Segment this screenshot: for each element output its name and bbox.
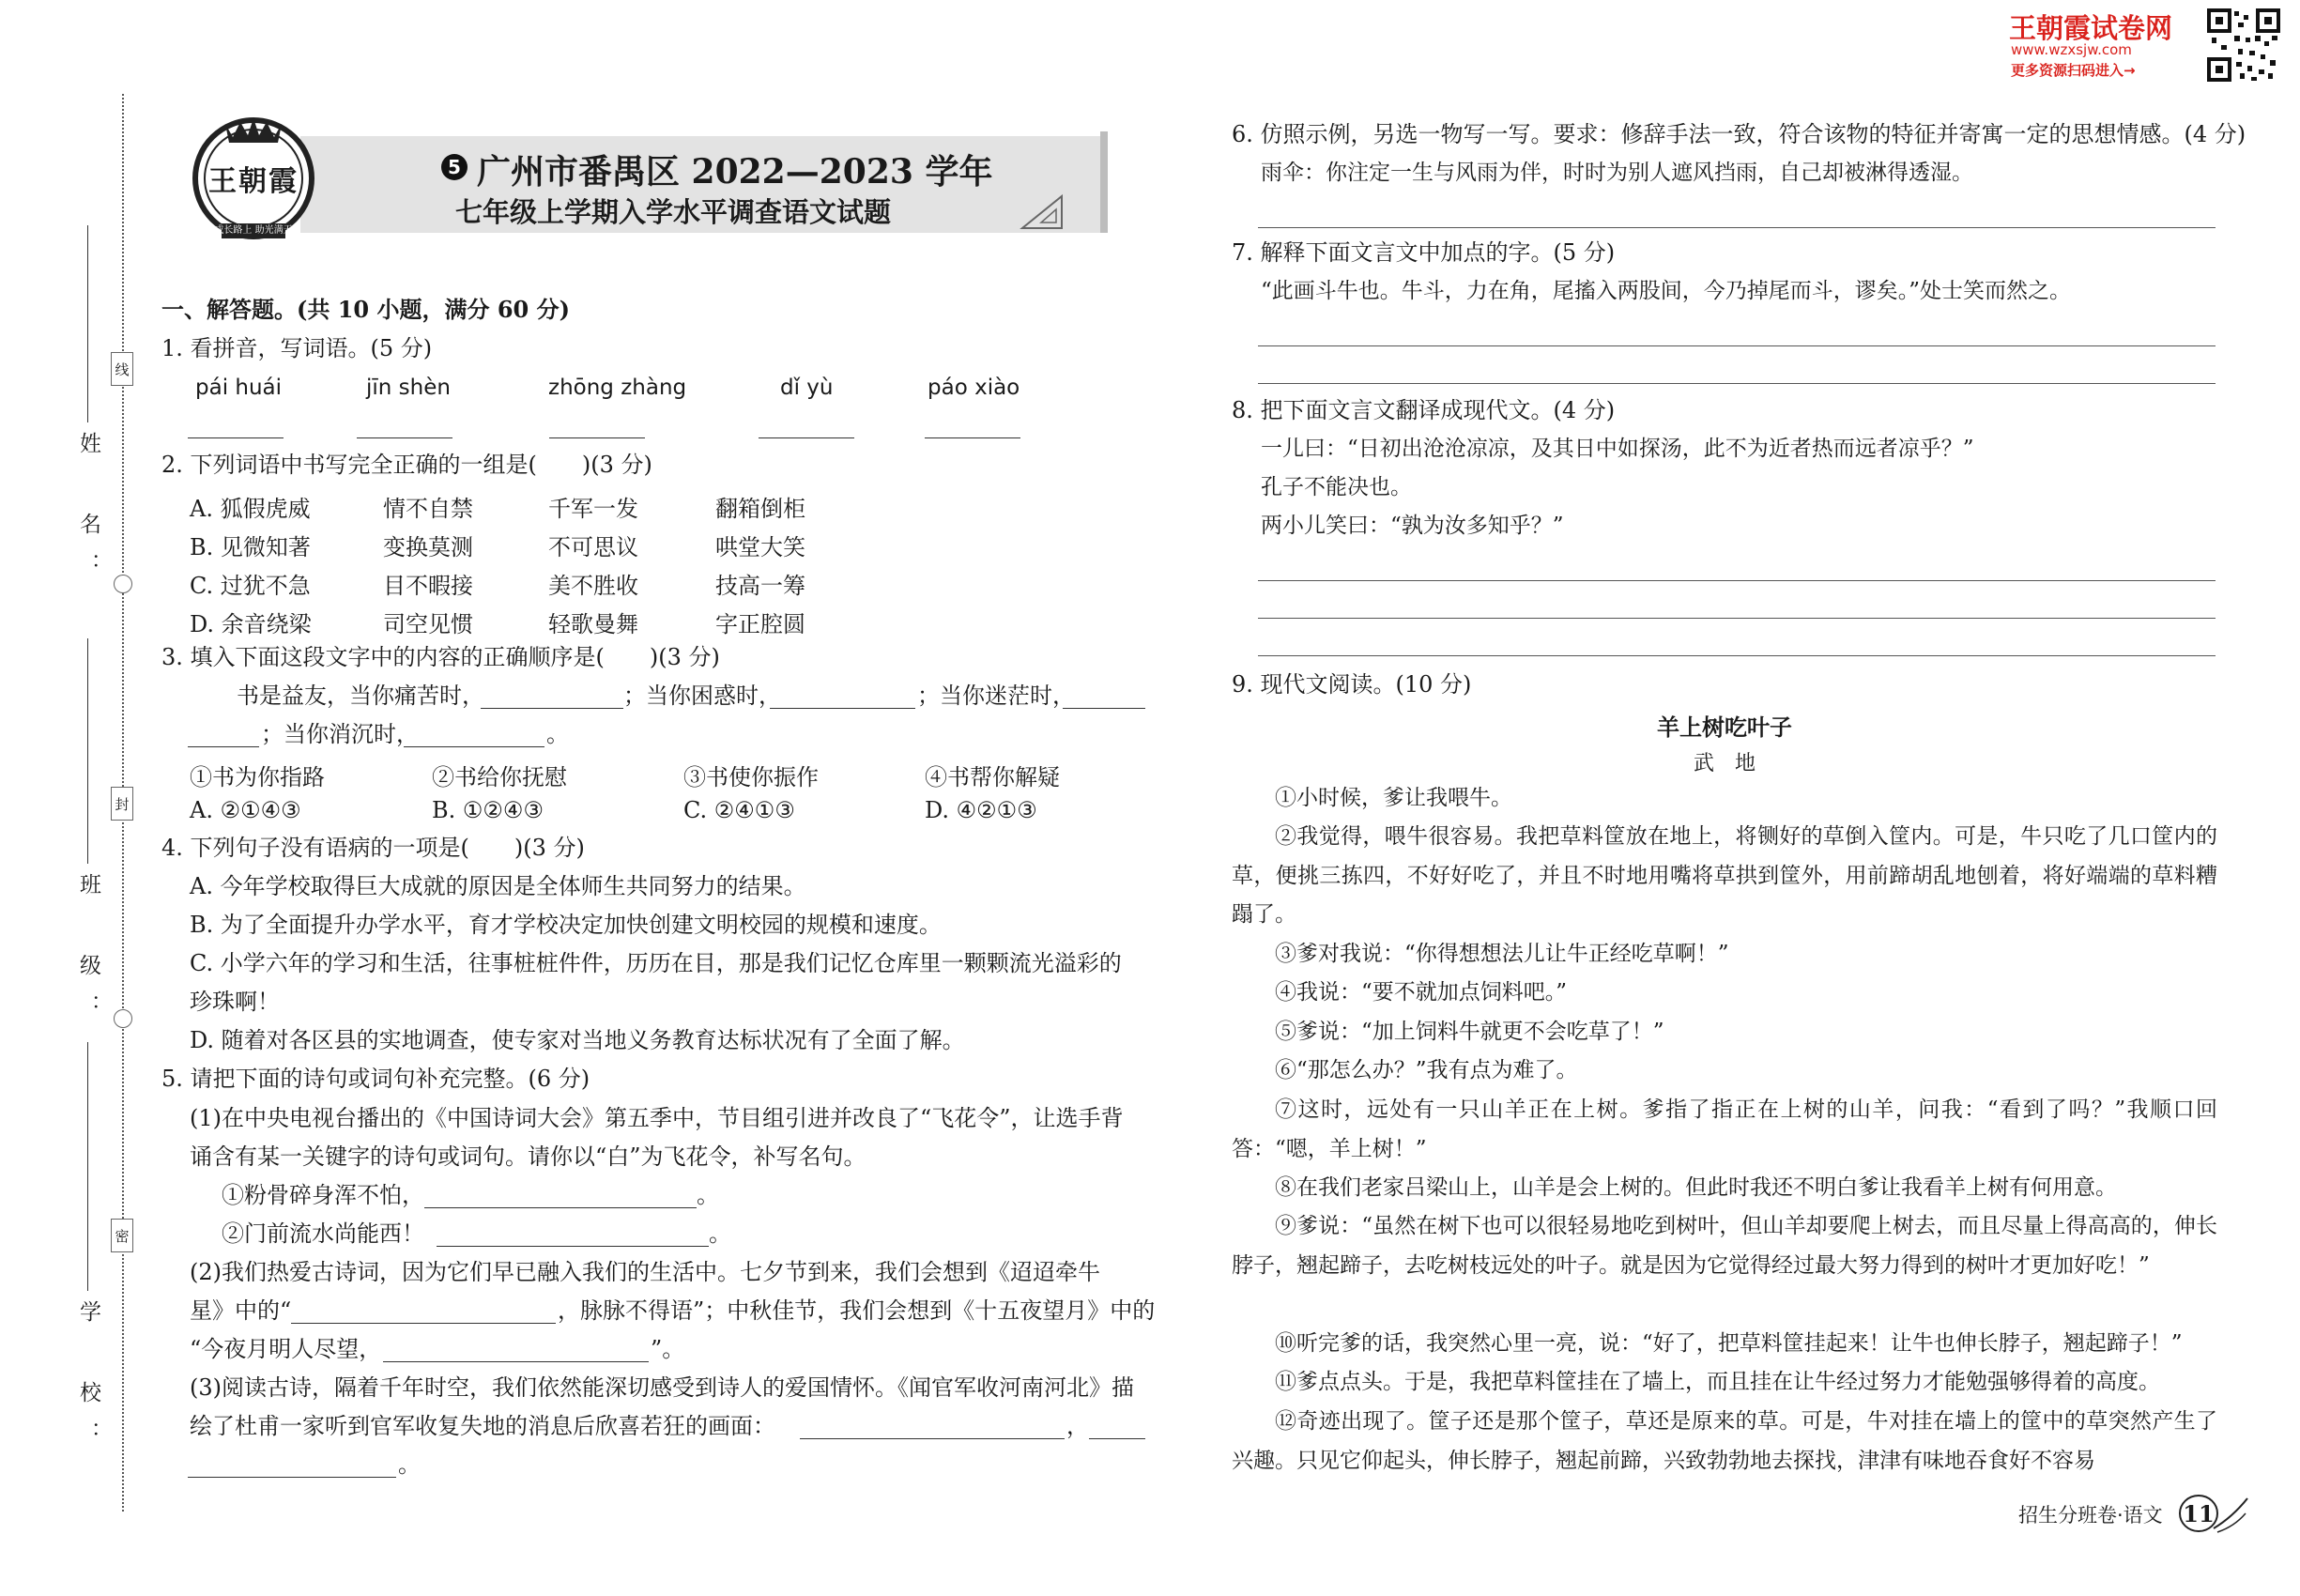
q4-option-a: A. 今年学校取得巨大成就的原因是全体师生共同努力的结果。 <box>190 873 806 899</box>
q5-blank[interactable] <box>383 1361 649 1362</box>
school-label: 学 校： <box>76 1300 100 1462</box>
q3-answer: B. ①②④③ <box>432 797 544 823</box>
q7-answer-line[interactable] <box>1258 383 2216 384</box>
q2-option: 美不胜收 <box>548 573 638 599</box>
q5-blank[interactable] <box>188 1477 396 1478</box>
q2-option: 情不自禁 <box>383 496 473 522</box>
page-number: 11 <box>2183 1500 2215 1527</box>
q5-end: 。 <box>398 1451 421 1478</box>
article-paragraph: ⑨爹说：“虽然在树下也可以很轻易地吃到树叶，但山羊却要爬上树去，而且尽量上得高高的，伸长脖子，翘起蹄子，去吃树枝远处的叶子。就是因为它觉得经过最大努力得到的树叶才更加好吃！” <box>1232 1214 2217 1278</box>
binding-mark-seal: 封 <box>111 787 133 821</box>
article-title: 羊上树吃叶子 <box>1657 714 1792 741</box>
q2-option: 翻箱倒柜 <box>715 496 805 522</box>
page-subtitle: 七年级上学期入学水平调查语文试题 <box>455 196 892 228</box>
page-title: 广州市番禺区 2022—2023 学年 <box>477 152 993 192</box>
q3-choice: ④书帮你解疑 <box>925 764 1060 790</box>
q5-part2-line2-b: ，脉脉不得语”；中秋佳节，我们会想到《十五夜望月》中的 <box>558 1297 1156 1324</box>
publisher-url[interactable]: www.wzxsjw.com <box>2011 41 2132 58</box>
q1-title: 1. 看拼音，写词语。(5 分) <box>161 335 433 361</box>
article-paragraph: ⑫奇迹出现了。筐子还是那个筐子，草还是原来的草。可是，牛对挂在墙上的筐中的草突然产生了兴趣。只见它仰起头，伸长脖子，翘起前蹄，兴致勃勃地去探找，津津有味地吞食好不容易 <box>1232 1409 2217 1473</box>
q9-title: 9. 现代文阅读。(10 分) <box>1232 671 1472 698</box>
q3-blank[interactable] <box>188 746 259 747</box>
q5-part3: (3)阅读古诗，隔着千年时空，我们依然能深切感受到诗人的爱国情怀。《闻官军收河南河北》描 <box>190 1374 1134 1401</box>
class-label: 班 级： <box>76 873 100 1035</box>
q1-answer-blank[interactable] <box>357 437 452 438</box>
q3-text: ；当你困惑时， <box>623 683 781 709</box>
q1-answer-blank[interactable] <box>549 437 645 438</box>
binding-mark-line: 线 <box>111 352 133 386</box>
q3-choice: ①书为你指路 <box>190 764 325 790</box>
q8-line1: 一儿曰：“日初出沧沧凉凉，及其日中如探汤，此不为近者热而远者凉乎？” <box>1261 437 1974 461</box>
q2-option: 变换莫测 <box>383 534 473 560</box>
q8-line3: 两小儿笑曰：“孰为汝多知乎？” <box>1261 514 1564 538</box>
q5-part2-line2-a: 星》中的“ <box>190 1297 292 1324</box>
name-label: 姓 名： <box>76 432 100 593</box>
q5-comma: ， <box>1066 1413 1089 1439</box>
name-field[interactable] <box>87 225 88 422</box>
q5-end: 。 <box>709 1220 731 1247</box>
q2-option: D. 余音绕梁 <box>190 611 312 637</box>
q7-title: 7. 解释下面文言文中加点的字。(5 分) <box>1232 239 1616 266</box>
q5-blank[interactable] <box>437 1246 709 1247</box>
q3-blank[interactable] <box>481 708 623 709</box>
q4-option-c-cont: 珍珠啊！ <box>190 989 280 1015</box>
article-paragraph: ⑤爹说：“加上饲料牛就更不会吃草了！” <box>1275 1020 1664 1044</box>
q7-text: “此画斗牛也。牛斗，力在角，尾搐入两股间，今乃掉尾而斗，谬矣。”处士笑而然之。 <box>1261 279 2072 303</box>
q2-option: 不可思议 <box>548 534 638 560</box>
q5-blank[interactable] <box>1089 1438 1145 1439</box>
q5-item1: ①粉骨碎身浑不怕， <box>222 1182 424 1208</box>
binding-mark-secret: 密 <box>111 1219 133 1252</box>
q3-choice: ②书给你抚慰 <box>432 764 567 790</box>
q3-text: ；当你迷茫时， <box>917 683 1075 709</box>
article-paragraph: ⑧在我们老家吕梁山上，山羊是会上树的。但此时我还不明白爹让我看羊上树有何用意。 <box>1275 1175 2117 1200</box>
test-number: 5 <box>448 156 461 178</box>
q3-answer: A. ②①④③ <box>190 797 301 823</box>
q3-answer: D. ④②①③ <box>925 797 1037 823</box>
q3-text: 。 <box>546 721 569 747</box>
publisher-brand <box>2009 8 2197 81</box>
q3-blank[interactable] <box>404 746 544 747</box>
q8-answer-line[interactable] <box>1258 655 2216 656</box>
q7-answer-line[interactable] <box>1258 345 2216 346</box>
q2-option: C. 过犹不急 <box>190 573 311 599</box>
q2-option: A. 狐假虎威 <box>190 496 311 522</box>
q3-title: 3. 填入下面这段文字中的内容的正确顺序是( )(3 分) <box>161 644 720 670</box>
article-paragraph: ⑦这时，远处有一只山羊正在上树。爹指了指正在上树的山羊，问我：“看到了吗？”我顺口回答：“嗯，羊上树！” <box>1232 1097 2217 1161</box>
q4-option-b: B. 为了全面提升办学水平，育才学校决定加快创建文明校园的规模和速度。 <box>190 912 942 938</box>
q6-answer-line[interactable] <box>1258 227 2216 228</box>
q5-end: 。 <box>697 1182 719 1208</box>
q1-pinyin-1: pái huái <box>195 376 283 400</box>
q2-option: 哄堂大笑 <box>715 534 805 560</box>
q1-answer-blank[interactable] <box>188 437 284 438</box>
q3-answer: C. ②④①③ <box>683 797 795 823</box>
section-title: 一、解答题。(共 10 小题，满分 60 分) <box>161 296 570 323</box>
q6-example: 雨伞：你注定一生与风雨为伴，时时为别人遮风挡雨，自己却被淋得透湿。 <box>1261 161 1973 185</box>
logo-tagline: 成长路上 助光满天 <box>214 225 293 236</box>
q2-option: 目不暇接 <box>383 573 473 599</box>
class-field[interactable] <box>87 638 88 864</box>
ruler-triangle-icon <box>1019 192 1066 232</box>
q1-pinyin-5: páo xiào <box>928 376 1020 400</box>
q2-option: 字正腔圆 <box>715 611 805 637</box>
q3-blank[interactable] <box>1063 708 1145 709</box>
q5-part1: (1)在中央电视台播出的《中国诗词大会》第五季中，节目组引进并改良了“飞花令”，让选手背 <box>190 1105 1124 1131</box>
article-paragraph: ⑩听完爹的话，我突然心里一亮，说：“好了，把草料筐挂起来！让牛也伸长脖子，翘起蹄子！” <box>1275 1331 2183 1356</box>
q4-option-d: D. 随着对各区县的实地调查，使专家对当地义务教育达标状况有了全面了解。 <box>190 1027 965 1053</box>
q3-line1: 书是益友，当你痛苦时， <box>237 683 484 709</box>
publisher-tagline: 更多资源扫码进入→ <box>2011 62 2136 79</box>
q1-pinyin-2: jīn shèn <box>366 376 451 400</box>
qr-code-icon[interactable] <box>2206 8 2281 83</box>
q2-title: 2. 下列词语中书写完全正确的一组是( )(3 分) <box>161 452 652 478</box>
q5-blank[interactable] <box>800 1438 1065 1439</box>
binding-hole <box>114 1009 132 1028</box>
article-paragraph: ①小时候，爹让我喂牛。 <box>1275 786 1512 810</box>
publisher-name: 王朝霞试卷网 <box>2009 12 2173 44</box>
q2-option: 司空见惯 <box>383 611 473 637</box>
q1-pinyin-4: dǐ yù <box>780 376 834 400</box>
article-paragraph: ⑪爹点点头。于是，我把草料筐挂在了墙上，而且挂在让牛经过努力才能勉强够得着的高度。 <box>1275 1370 2160 1394</box>
q4-title: 4. 下列句子没有语病的一项是( )(3 分) <box>161 835 585 861</box>
q5-part2: (2)我们热爱古诗词，因为它们早已融入我们的生活中。七夕节到来，我们会想到《迢迢牵牛 <box>190 1259 1100 1285</box>
q1-answer-blank[interactable] <box>759 437 854 438</box>
q5-title: 5. 请把下面的诗句或词句补充完整。(6 分) <box>161 1066 590 1092</box>
q5-item2: ②门前流水尚能西！ <box>222 1220 424 1247</box>
article-paragraph: ③爹对我说：“你得想想法儿让牛正经吃草啊！” <box>1275 942 1729 966</box>
q8-answer-line[interactable] <box>1258 618 2216 619</box>
article-paragraph: ⑥“那怎么办？”我有点为难了。 <box>1275 1058 1578 1082</box>
q3-blank[interactable] <box>770 708 915 709</box>
q8-title: 8. 把下面文言文翻译成现代文。(4 分) <box>1232 397 1616 423</box>
footer-label: 招生分班卷·语文 <box>2018 1504 2163 1527</box>
binding-hole <box>114 575 132 593</box>
article-paragraph: ②我觉得，喂牛很容易。我把草料筐放在地上，将铡好的草倒入筐内。可是，牛只吃了几口筐内的草，便挑三拣四，不好好吃了，并且不时地用嘴将草拱到筐外，用前蹄胡乱地刨着，将好端端的草料糟蹋了。 <box>1232 824 2217 927</box>
q5-part3-line2: 绘了杜甫一家听到官军收复失地的消息后欣喜若狂的画面： <box>190 1413 775 1439</box>
q5-blank[interactable] <box>424 1207 697 1208</box>
q6-title: 6. 仿照示例，另选一物写一写。要求：修辞手法一致，符合该物的特征并寄寓一定的思想情感。(4 分) <box>1232 121 2246 147</box>
article-author: 武 地 <box>1693 752 1756 775</box>
logo-brand-text: 王朝霞 <box>208 165 299 198</box>
q2-option: B. 见微知著 <box>190 534 311 560</box>
school-field[interactable] <box>87 1042 88 1291</box>
q2-option: 千军一发 <box>548 496 638 522</box>
q8-answer-line[interactable] <box>1258 580 2216 581</box>
q8-line2: 孔子不能决也。 <box>1261 475 1412 499</box>
q1-answer-blank[interactable] <box>925 437 1020 438</box>
article-paragraph: ④我说：“要不就加点饲料吧。” <box>1275 980 1568 1005</box>
header-banner-shadow <box>1100 131 1108 233</box>
q5-part2-line3-a: “今夜月明人尽望， <box>190 1336 382 1362</box>
q2-option: 技高一筹 <box>715 573 805 599</box>
q1-pinyin-3: zhōng zhàng <box>548 376 687 400</box>
q5-blank[interactable] <box>291 1323 556 1324</box>
q5-part1-cont: 诵含有某一关键字的诗句或词句。请你以“白”为飞花令，补写名句。 <box>190 1143 866 1170</box>
q2-option: 轻歌曼舞 <box>548 611 638 637</box>
q4-option-c: C. 小学六年的学习和生活，往事桩桩件件，历历在目，那是我们记忆仓库里一颗颗流光溢彩的 <box>190 950 1122 976</box>
q3-text: ；当你消沉时， <box>261 721 419 747</box>
q5-part2-line3-b: ”。 <box>651 1336 685 1362</box>
q3-choice: ③书使你振作 <box>683 764 819 790</box>
